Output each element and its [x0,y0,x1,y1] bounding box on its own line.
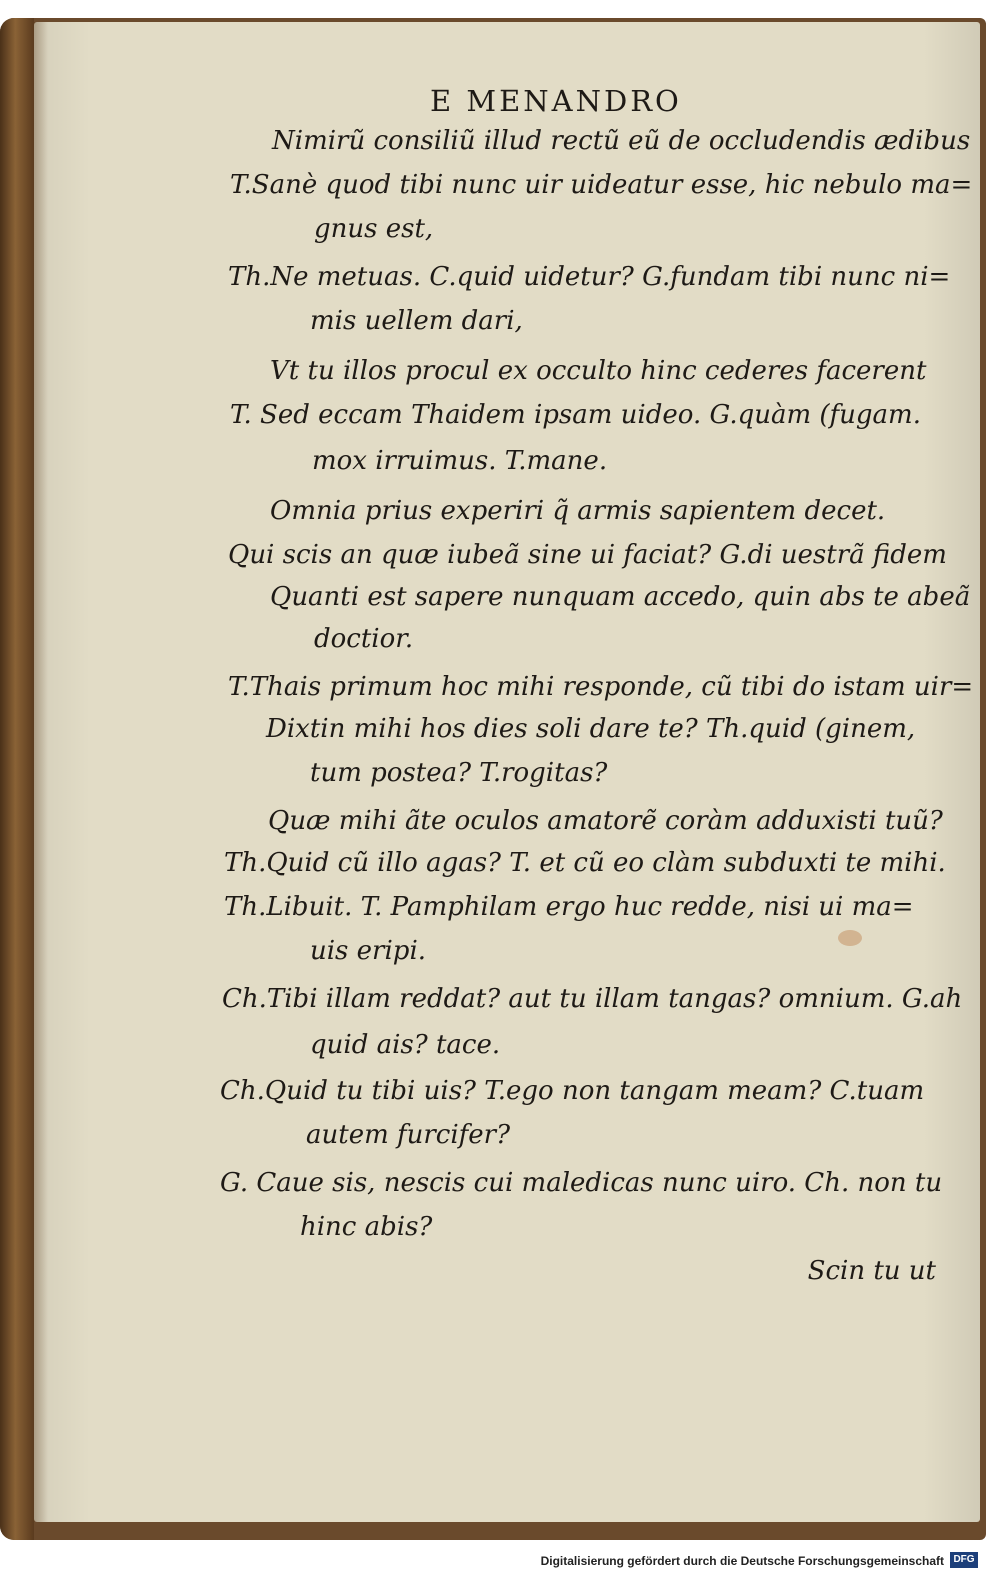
text-line-24: G. Caue sis, nescis cui maledicas nunc uiro. Ch. non tu [220,1168,943,1198]
text-line-20: Ch.Tibi illam reddat? aut tu illam tangas? omnium. G.ah [222,984,963,1014]
text-line-22: Ch.Quid tu tibi uis? T.ego non tangam meam? C.tuam [220,1076,925,1106]
text-line-19: uis eripi. [310,936,427,966]
text-line-12: doctior. [314,624,414,654]
catchword: Scin tu ut [807,1256,936,1286]
text-line-6: Vt tu illos procul ex occulto hinc cederes facerent [270,356,927,386]
text-line-13: T.Thais primum hoc mihi responde, cũ tibi do istam uir= [228,672,974,702]
text-line-8: mox irruimus. T.mane. [312,446,608,476]
text-line-4: Th.Ne metuas. C.quid uidetur? G.fundam tibi nunc ni= [228,262,951,292]
running-head: E MENANDRO [430,84,682,118]
text-line-25: hinc abis? [300,1212,433,1242]
text-line-21: quid ais? tace. [310,1030,501,1060]
digitization-credit: Digitalisierung gefördert durch die Deutsche Forschungsgemeinschaft [540,1554,944,1568]
dfg-logo-icon: DFG [950,1552,978,1568]
text-line-18: Th.Libuit. T. Pamphilam ergo huc redde, nisi ui ma= [224,892,914,922]
text-line-7: T. Sed eccam Thaidem ipsam uideo. G.quàm (fugam. [230,400,921,430]
text-line-15: tum postea? T.rogitas? [310,758,608,788]
text-line-1: Nimirũ consiliũ illud rectũ eũ de occludendis ædibus [272,126,971,156]
text-line-2: T.Sanè quod tibi nunc uir uideatur esse, hic nebulo ma= [230,170,973,200]
text-line-16: Quæ mihi ãte oculos amatorẽ coràm adduxisti tuũ? [268,806,943,836]
text-line-5: mis uellem dari, [310,306,523,336]
text-line-14: Dixtin mihi hos dies soli dare te? Th.quid (ginem, [266,714,916,744]
text-line-17: Th.Quid cũ illo agas? T. et cũ eo clàm subduxti te mihi. [224,848,946,878]
text-line-23: autem furcifer? [306,1120,511,1150]
text-line-10: Qui scis an quæ iubeã sine ui faciat? G.di uestrã fidem [228,540,947,570]
text-line-3: gnus est, [314,214,434,244]
text-line-9: Omnia prius experiri q̃ armis sapientem decet. [270,496,886,526]
text-line-11: Quanti est sapere nunquam accedo, quin abs te abeã [270,582,971,612]
